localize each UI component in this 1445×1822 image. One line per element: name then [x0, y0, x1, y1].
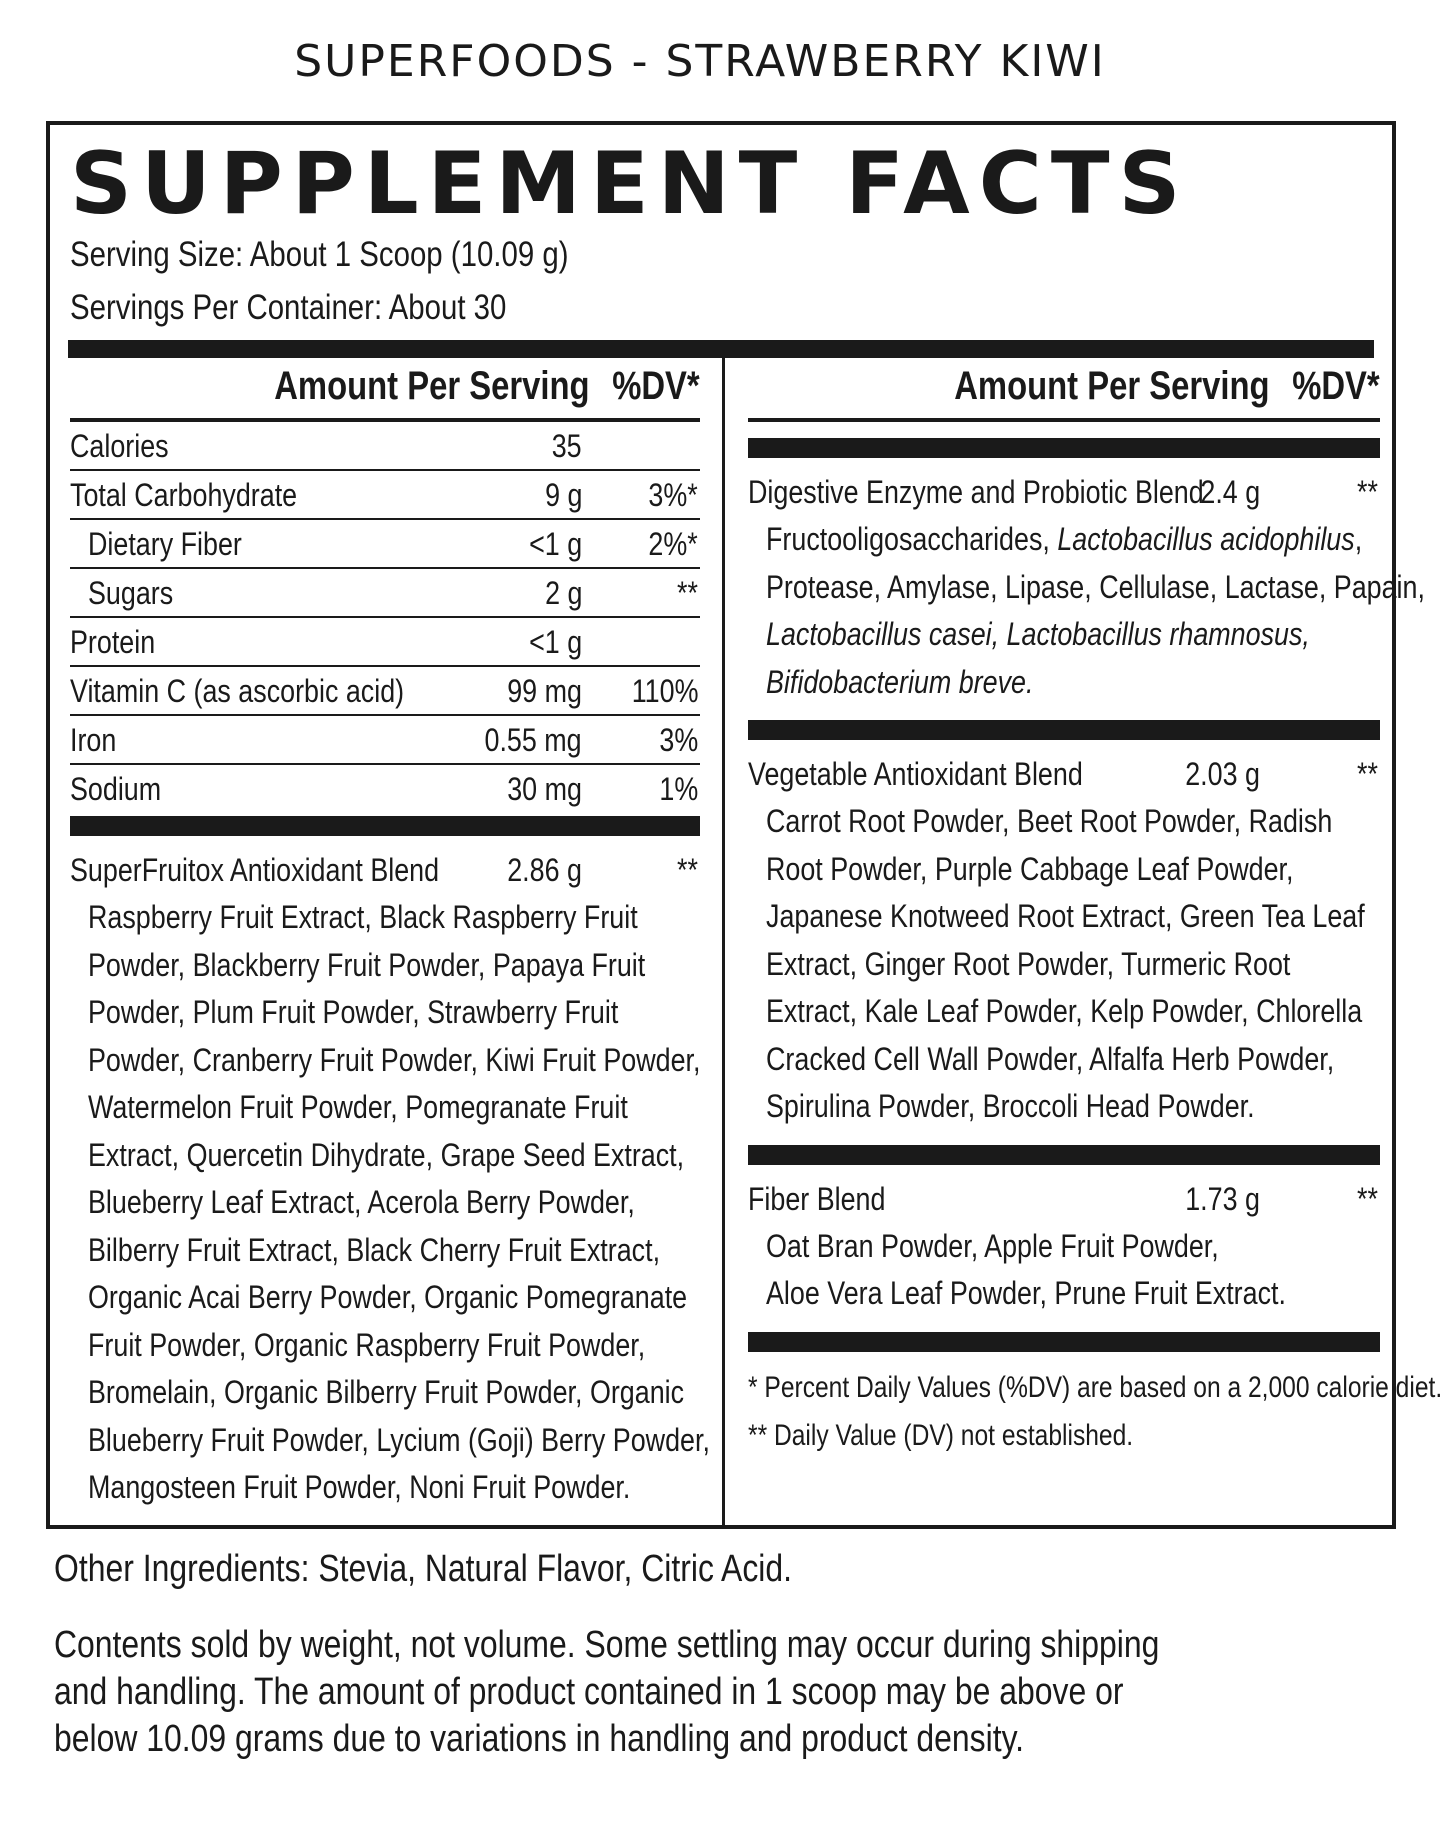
nutrient-amount: 99 mg [507, 673, 582, 709]
footnote-dv-not-established: ** Daily Value (DV) not established. [748, 1418, 1134, 1452]
nutrient-amount: <1 g [528, 526, 582, 562]
digestive-ingredients [748, 516, 1425, 706]
footnote-percent-dv: * Percent Daily Values (%DV) are based on a 2,000 calorie diet. [748, 1370, 1443, 1404]
ingredient-line [766, 516, 1363, 564]
left-column-header [70, 358, 700, 422]
nutrient-name: Sodium [70, 771, 162, 807]
section-bar [748, 1145, 1380, 1165]
blend-dv: ** [1357, 474, 1378, 510]
blend-dv: ** [1357, 1180, 1378, 1217]
nutrient-name: Calories [70, 428, 169, 464]
nutrient-name: Vitamin C (as ascorbic acid) [70, 673, 405, 709]
nutrient-row [70, 422, 700, 471]
nutrient-dv: 1% [659, 771, 698, 807]
left-column [70, 358, 710, 1512]
ingredient-line: Powder, Cranberry Fruit Powder, Kiwi Fruit Powder, [88, 1041, 701, 1078]
section-bar [748, 438, 1380, 458]
other-ingredients: Other Ingredients: Stevia, Natural Flavor, Citric Acid. [54, 1548, 793, 1590]
blend-name: Digestive Enzyme and Probiotic Blend [748, 474, 1204, 510]
nutrient-name: Iron [70, 722, 117, 758]
nutrient-amount: <1 g [528, 624, 582, 660]
nutrient-amount: 30 mg [507, 771, 582, 807]
supplement-facts-panel [46, 121, 1443, 1529]
ingredient-line: Root Powder, Purple Cabbage Leaf Powder, [766, 850, 1294, 887]
ingredient-line: Fruit Powder, Organic Raspberry Fruit Powder, [88, 1326, 646, 1363]
nutrient-row [70, 765, 700, 812]
nutrient-row [70, 471, 700, 520]
blend-name: Fiber Blend [748, 1180, 886, 1217]
section-bar [748, 720, 1380, 740]
disclaimer-line: and handling. The amount of product contained in 1 scoop may be above or [54, 1671, 1124, 1713]
nutrient-amount: 9 g [544, 477, 582, 513]
ingredient-line: Bilberry Fruit Extract, Black Cherry Fruit Extract, [88, 1231, 661, 1268]
nutrient-name: Dietary Fiber [88, 526, 242, 562]
nutrient-row [70, 667, 700, 716]
section-bar [70, 816, 700, 836]
superfruitox-ingredients [70, 894, 710, 1512]
ingredient-line: Japanese Knotweed Root Extract, Green Tea Leaf [766, 898, 1365, 934]
ingredient-line: Blueberry Leaf Extract, Acerola Berry Powder, [88, 1184, 635, 1220]
digestive-blend-heading [748, 468, 1380, 516]
disclaimer-line: Contents sold by weight, not volume. Some settling may occur during shipping [54, 1624, 1160, 1666]
nutrient-amount: 0.55 mg [484, 722, 582, 758]
right-column-header [748, 358, 1380, 422]
fiber-ingredients [748, 1223, 1380, 1318]
nutrient-amount: 35 [552, 428, 582, 464]
ingredient-line: Watermelon Fruit Powder, Pomegranate Fruit [88, 1089, 628, 1125]
dv-header: %DV* [1292, 364, 1380, 408]
blend-dv: ** [677, 852, 698, 888]
nutrient-dv: 110% [631, 673, 698, 709]
weight-disclaimer [54, 1622, 1370, 1763]
ingredient-line: Lactobacillus casei, Lactobacillus rhamnosus, [766, 616, 1310, 652]
amount-per-serving-header: Amount Per Serving [274, 364, 590, 408]
ingredient-line: Protease, Amylase, Lipase, Cellulase, Lactase, Papain, [766, 568, 1425, 605]
facts-heading: SUPPLEMENT FACTS [70, 134, 1190, 234]
product-title: SUPERFOODS - STRAWBERRY KIWI [294, 36, 1106, 87]
ingredient-line: Organic Acai Berry Powder, Organic Pomegranate [88, 1279, 688, 1315]
nutrient-row [70, 520, 700, 569]
disclaimer-line: below 10.09 grams due to variations in handling and product density. [54, 1718, 1025, 1760]
ingredient-line: Mangosteen Fruit Powder, Noni Fruit Powder. [88, 1469, 631, 1505]
servings-per-container: Servings Per Container: About 30 [70, 288, 507, 327]
right-column [748, 358, 1443, 1460]
nutrient-row [70, 716, 700, 765]
blend-name: Vegetable Antioxidant Blend [748, 756, 1083, 792]
amount-per-serving-header: Amount Per Serving [954, 364, 1270, 408]
superfruitox-blend-heading [70, 846, 700, 894]
ingredient-line: Raspberry Fruit Extract, Black Raspberry Fruit [88, 899, 638, 935]
ingredient-line: Extract, Kale Leaf Powder, Kelp Powder, Chlorella [766, 993, 1363, 1029]
nutrient-dv: 3% [659, 722, 698, 758]
nutrient-name: Total Carbohydrate [70, 477, 298, 513]
blend-amount: 2.86 g [507, 852, 582, 888]
section-bar [748, 1332, 1380, 1352]
nutrient-name: Protein [70, 624, 156, 660]
ingredient-line: Cracked Cell Wall Powder, Alfalfa Herb Powder, [766, 1040, 1335, 1077]
ingredient-text: , [1354, 521, 1363, 557]
ingredient-line: Powder, Blackberry Fruit Powder, Papaya Fruit [88, 946, 646, 983]
vegetable-ingredients [748, 798, 1380, 1131]
dv-header: %DV* [612, 364, 700, 408]
vegetable-blend-heading [748, 750, 1380, 798]
blend-amount: 2.4 g [1200, 474, 1260, 510]
fiber-blend-heading [748, 1175, 1380, 1223]
nutrient-dv: 2%* [648, 526, 698, 562]
ingredient-line: Extract, Quercetin Dihydrate, Grape Seed Extract, [88, 1136, 685, 1173]
nutrient-amount: 2 g [544, 575, 582, 611]
blend-dv: ** [1357, 756, 1378, 792]
ingredient-line: Blueberry Fruit Powder, Lycium (Goji) Berry Powder, [88, 1421, 710, 1458]
nutrient-row [70, 618, 700, 667]
ingredient-line: Carrot Root Powder, Beet Root Powder, Radish [766, 803, 1333, 839]
nutrient-name: Sugars [88, 575, 174, 611]
ingredient-line: Bromelain, Organic Bilberry Fruit Powder, Organic [88, 1374, 685, 1410]
nutrient-dv: 3%* [648, 477, 698, 513]
nutrient-row [70, 569, 700, 618]
ingredient-text-italic: Lactobacillus acidophilus [1057, 521, 1355, 557]
column-divider [722, 358, 725, 1525]
ingredient-line: Extract, Ginger Root Powder, Turmeric Root [766, 945, 1291, 982]
ingredient-line: Aloe Vera Leaf Powder, Prune Fruit Extract. [766, 1275, 1286, 1311]
ingredient-line: Spirulina Powder, Broccoli Head Powder. [766, 1088, 1255, 1124]
blend-amount: 2.03 g [1185, 756, 1260, 792]
serving-size: Serving Size: About 1 Scoop (10.09 g) [70, 235, 569, 274]
ingredient-line: Bifidobacterium breve. [766, 663, 1034, 700]
blend-amount: 1.73 g [1185, 1180, 1260, 1217]
header-divider-bar [68, 340, 1374, 358]
ingredient-text: Fructooligosaccharides, [766, 521, 1058, 557]
nutrient-dv: ** [677, 575, 698, 611]
blend-name: SuperFruitox Antioxidant Blend [70, 852, 440, 888]
ingredient-line: Powder, Plum Fruit Powder, Strawberry Fruit [88, 994, 619, 1030]
ingredient-line: Oat Bran Powder, Apple Fruit Powder, [766, 1227, 1219, 1264]
